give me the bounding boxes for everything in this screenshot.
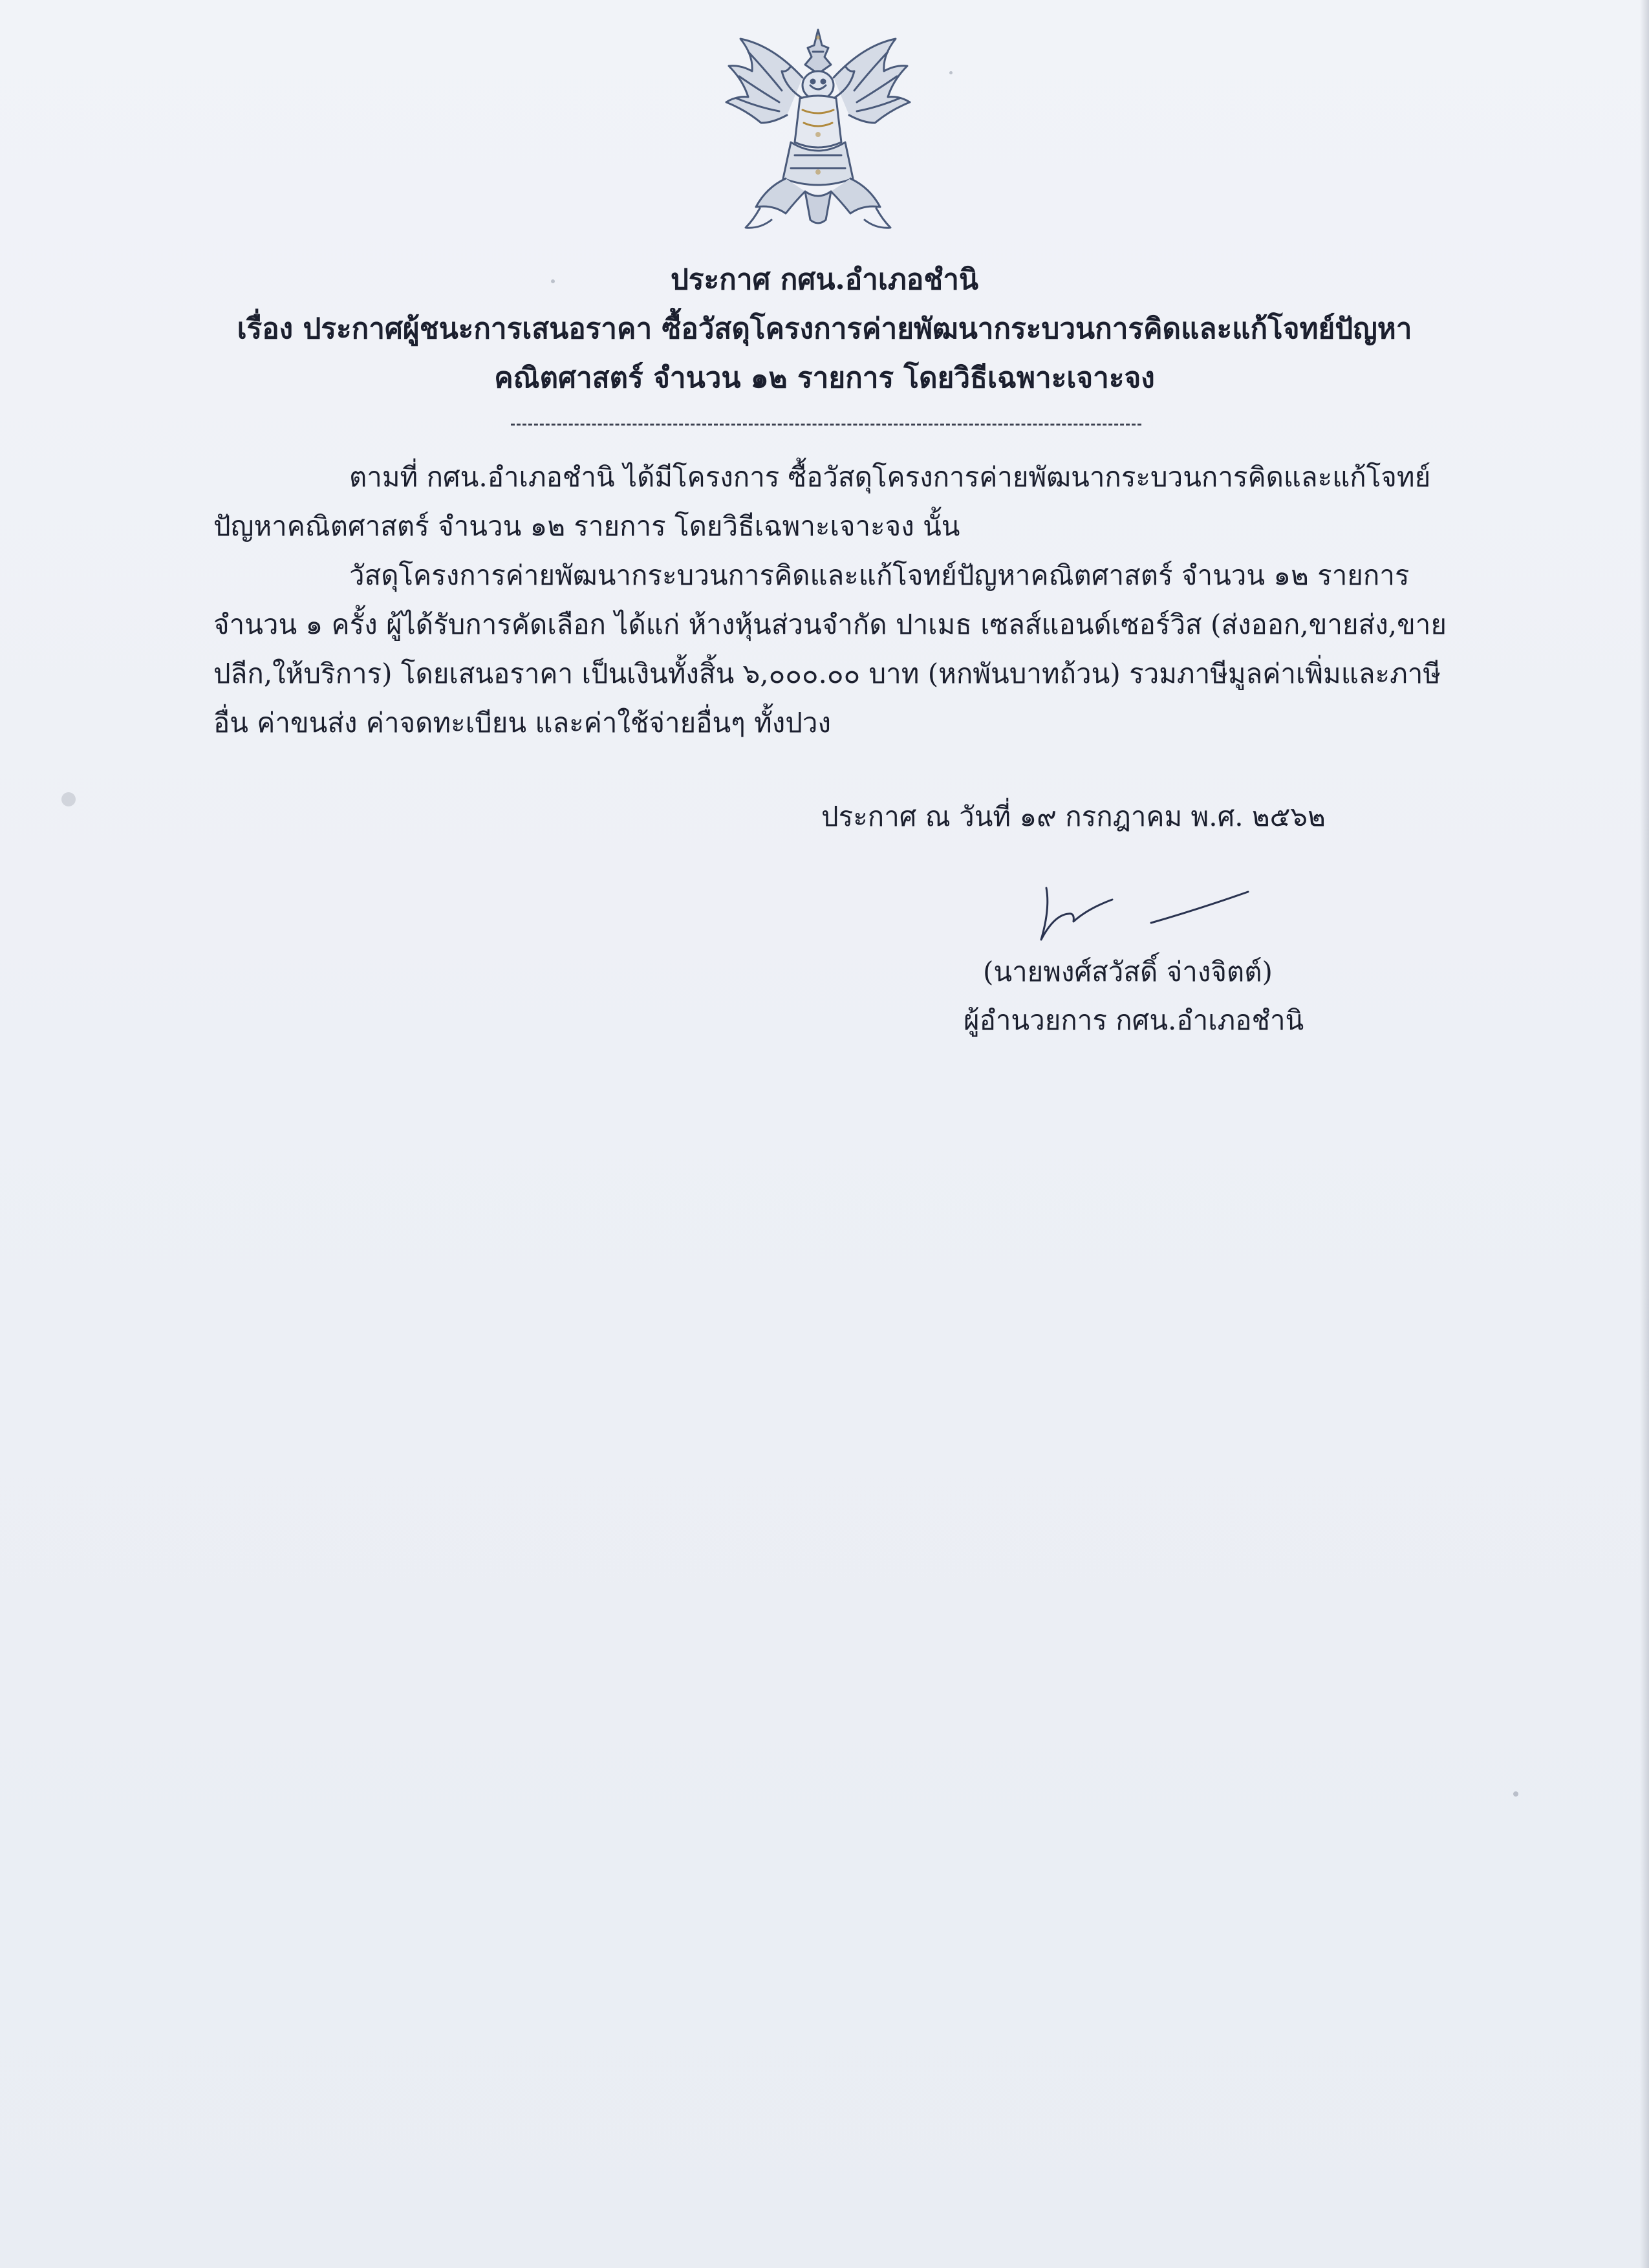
heading-office: ประกาศ กศน.อำเภอชำนิ <box>670 263 978 296</box>
paragraph-2-line-4: อื่น ค่าขนส่ง ค่าจดทะเบียน และค่าใช้จ่ายอื่นๆ ทั้งปวง <box>213 707 832 739</box>
scan-speck <box>949 71 953 74</box>
page-edge-shadow <box>1640 0 1649 2268</box>
signer-name: (นายพงศ์สวัสดิ์ จ่างจิตต์) <box>983 956 1273 988</box>
signer-title: ผู้อำนวยการ กศน.อำเภอชำนิ <box>964 1004 1304 1036</box>
scan-speck <box>551 279 555 283</box>
document-body <box>213 453 1447 748</box>
paragraph-2-line-3: ปลีก,ให้บริการ) โดยเสนอราคา เป็นเงินทั้งสิ้น ๖,๐๐๐.๐๐ บาท (หกพันบาทถ้วน) รวมภาษีมูลค่าเพิ่มและภาษี <box>213 658 1441 689</box>
body-paragraph-1 <box>213 453 1442 551</box>
paragraph-2-line-1: วัสดุโครงการค่ายพัฒนากระบวนการคิดและแก้โจทย์ปัญหาคณิตศาสตร์ จำนวน ๑๒ รายการ <box>349 559 1410 591</box>
paragraph-1-line-2: ปัญหาคณิตศาสตร์ จำนวน ๑๒ รายการ โดยวิธีเฉพาะเจาะจง นั้น <box>213 510 960 542</box>
paragraph-2-line-2: จำนวน ๑ ครั้ง ผู้ได้รับการคัดเลือก ได้แก่ ห้างหุ้นส่วนจำกัด ปาเมธ เซลส์แอนด์เซอร์วิส (ส่งออก,ขายส่ง,ขาย <box>213 609 1447 640</box>
announcement-date: ประกาศ ณ วันที่ ๑๙ กรกฎาคม พ.ศ. ๒๕๖๒ <box>821 801 1326 832</box>
scan-speck <box>1513 1791 1518 1797</box>
scan-speck <box>61 792 76 806</box>
heading-subject-continued: คณิตศาสตร์ จำนวน ๑๒ รายการ โดยวิธีเฉพาะเจาะจง <box>494 362 1155 394</box>
heading-subject: เรื่อง ประกาศผู้ชนะการเสนอราคา ซื้อวัสดุโครงการค่ายพัฒนากระบวนการคิดและแก้โจทย์ปัญหา <box>237 312 1412 345</box>
paragraph-1-line-1: ตามที่ กศน.อำเภอชำนิ ได้มีโครงการ ซื้อวัสดุโครงการค่ายพัฒนากระบวนการคิดและแก้โจทย์ <box>349 461 1431 493</box>
garuda-emblem-icon <box>715 26 921 239</box>
document-heading <box>162 255 1487 403</box>
handwritten-signature <box>1028 876 1261 954</box>
heading-divider <box>511 424 1141 426</box>
body-paragraph-2 <box>213 551 1447 748</box>
